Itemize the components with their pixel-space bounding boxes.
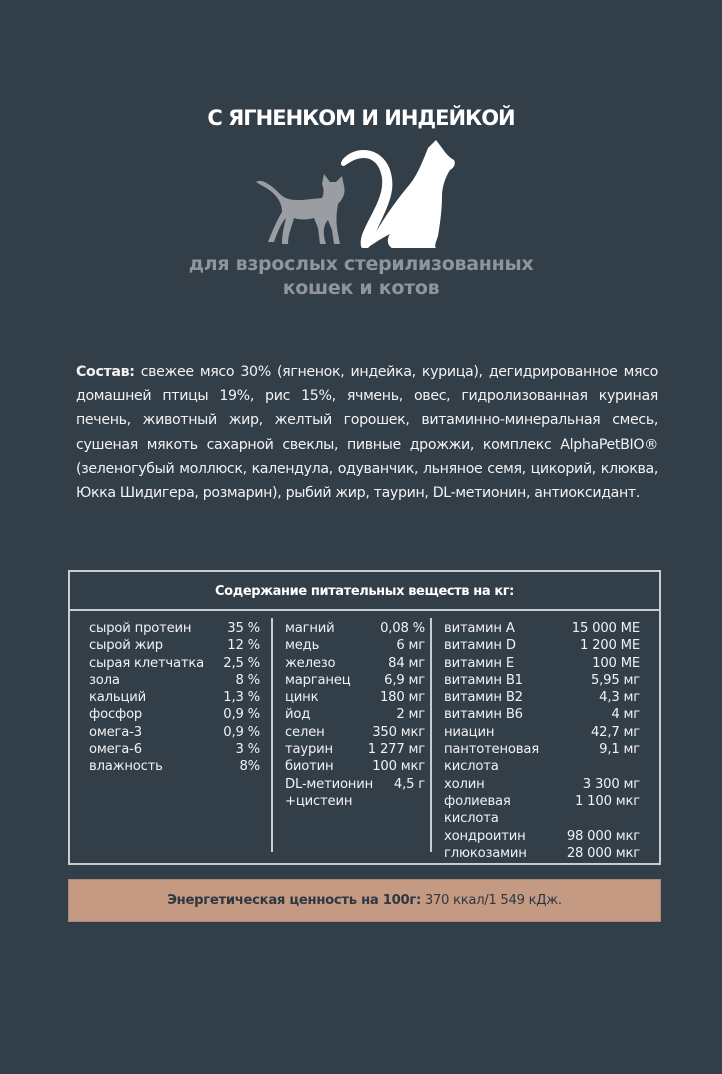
nutrient-value: 4,5 г (393, 776, 425, 792)
nutrient-row (89, 672, 260, 689)
energy-value: 370 ккал/1 549 кДж. (420, 893, 562, 908)
nutrient-value: 8% (239, 759, 260, 775)
nutrient-row (89, 758, 260, 775)
nutrient-name: ниацин (444, 724, 495, 740)
nutrient-name: витамин D (444, 638, 516, 654)
composition-ingredients: свежее мясо 30% (ягненок, индейка, курица), дегидрированное мясо домашней птицы 19%, рис 15%, ячмень, овес, гидролизованная куриная печень, животный жир, желтый горошек, витаминно-минеральная смесь, сушеная мякоть сахарной свеклы, пивные дрожжи, комплекс AlphaPetBIO® (зеленогубый моллюск, календула, одуванчик, льняное семя, цикорий, клюква, Юкка Шидигера, розмарин), рыбий жир, таурин, DL-метионин, антиоксидант. (76, 364, 658, 502)
nutrient-row (444, 793, 640, 810)
nutrient-row (89, 655, 260, 672)
nutrient-value: 15 000 МЕ (571, 621, 640, 636)
nutrient-row (444, 810, 640, 827)
nutrient-value: 350 мкг (372, 724, 425, 740)
nutrient-row (444, 620, 640, 637)
nutrient-row (444, 724, 640, 741)
nutrient-value: 3 % (235, 742, 260, 758)
nutrient-name: кальций (89, 690, 146, 706)
nutrient-name: фосфор (89, 707, 143, 723)
nutrient-row (89, 637, 260, 654)
nutrient-value: 0,9 % (223, 707, 260, 723)
nutrient-row (444, 706, 640, 723)
nutrient-value: 100 мкг (372, 759, 425, 775)
nutrient-name: омега-3 (89, 724, 142, 740)
nutrient-row (285, 758, 425, 775)
nutrient-name: железо (285, 655, 336, 671)
product-subtitle (0, 252, 722, 300)
column-divider (271, 618, 273, 852)
nutrient-name: пантотеновая (444, 742, 539, 758)
nutrient-name: омега-6 (89, 742, 142, 758)
nutrient-name: DL-метионин (285, 776, 374, 792)
energy-value-bar (68, 879, 661, 922)
nutrient-value: 98 000 мкг (566, 828, 640, 844)
nutrient-row (285, 724, 425, 741)
nutrients-column-2 (285, 620, 425, 810)
nutrient-name: кислота (444, 811, 499, 827)
nutrient-value: 6,9 мг (384, 672, 425, 688)
nutrient-name: селен (285, 724, 325, 740)
nutrient-value: 1,3 % (223, 690, 260, 706)
nutrient-name: влажность (89, 759, 163, 775)
nutrient-row (444, 776, 640, 793)
nutrient-row (444, 655, 640, 672)
nutrient-row (89, 689, 260, 706)
nutrient-name: зола (89, 672, 120, 688)
nutrient-row (285, 672, 425, 689)
nutrient-name: медь (285, 638, 320, 654)
nutrient-name: витамин A (444, 621, 515, 636)
nutrient-value: 180 мг (379, 690, 425, 706)
nutrient-row (89, 724, 260, 741)
nutrient-name: глюкозамин (444, 845, 527, 861)
nutrient-row (444, 828, 640, 845)
subtitle-line-1: для взрослых стерилизованных (188, 253, 534, 275)
nutrient-row (444, 758, 640, 775)
nutrient-row (285, 776, 425, 793)
nutrient-row (444, 845, 640, 862)
nutrient-value: 3 300 мг (582, 776, 640, 792)
nutrient-name: витамин B1 (444, 672, 523, 688)
nutrient-name: фолиевая (444, 793, 511, 809)
nutrient-row (444, 672, 640, 689)
nutrient-value: 2 мг (396, 707, 425, 723)
nutrient-value: 5,95 мг (590, 672, 640, 688)
nutrient-name: витамин B2 (444, 690, 523, 706)
nutrient-value: 6 мг (396, 638, 425, 654)
nutrient-value: 8 % (235, 672, 260, 688)
nutrient-name: сырая клетчатка (89, 655, 205, 671)
nutrient-row (285, 689, 425, 706)
product-title: С ЯГНЕНКОМ И ИНДЕЙКОЙ (207, 106, 515, 130)
nutrient-name: кислота (444, 759, 499, 775)
nutrient-name: сырой жир (89, 638, 163, 654)
nutrients-column-3 (444, 620, 640, 862)
nutrient-name: марганец (285, 672, 351, 688)
nutrients-table (68, 570, 661, 865)
nutrient-name: хондроитин (444, 828, 526, 844)
nutrient-value: 100 МЕ (592, 655, 640, 671)
nutrient-value: 84 мг (388, 655, 425, 671)
cats-illustration (252, 138, 472, 254)
nutrient-row (285, 793, 425, 810)
nutrient-value: 12 % (227, 638, 260, 654)
nutrient-row (89, 620, 260, 637)
composition-label: Состав: (76, 364, 135, 380)
nutrient-value: 28 000 мкг (566, 845, 640, 861)
nutrients-column-1 (89, 620, 260, 776)
nutrient-name: таурин (285, 742, 333, 758)
nutrient-value: 1 100 мкг (575, 793, 640, 809)
nutrient-value: 4,3 мг (599, 690, 640, 706)
nutrient-row (285, 706, 425, 723)
energy-label: Энергетическая ценность на 100г: (167, 893, 421, 908)
nutrient-row (285, 655, 425, 672)
nutrient-name: биотин (285, 759, 334, 775)
nutrient-value: 1 277 мг (367, 742, 425, 758)
nutrient-value: 1 200 МЕ (579, 638, 640, 654)
nutrient-name: цинк (285, 690, 319, 706)
adult-cat-silhouette-icon (341, 140, 455, 248)
nutrient-value: 42,7 мг (590, 724, 640, 740)
nutrient-row (444, 689, 640, 706)
nutrient-value: 35 % (227, 621, 260, 636)
nutrient-value: 0,9 % (223, 724, 260, 740)
nutrient-name: витамин E (444, 655, 514, 671)
nutrients-table-header: Содержание питательных веществ на кг: (70, 572, 659, 611)
nutrient-row (285, 741, 425, 758)
nutrient-name: магний (285, 621, 335, 636)
kitten-silhouette-icon (256, 174, 345, 244)
nutrient-row (89, 706, 260, 723)
nutrient-name: сырой протеин (89, 621, 192, 636)
nutrient-name: +цистеин (285, 793, 353, 809)
nutrient-row (444, 637, 640, 654)
nutrient-value: 0,08 % (380, 621, 425, 636)
nutrient-name: витамин B6 (444, 707, 523, 723)
nutrient-value: 2,5 % (223, 655, 260, 671)
composition-text (76, 360, 658, 505)
nutrient-row (89, 741, 260, 758)
nutrient-value: 9,1 мг (599, 742, 640, 758)
nutrient-row (285, 620, 425, 637)
subtitle-line-2: кошек и котов (282, 277, 440, 299)
column-divider (430, 618, 432, 852)
nutrient-row (444, 741, 640, 758)
nutrient-name: холин (444, 776, 485, 792)
nutrient-value: 4 мг (611, 707, 640, 723)
nutrient-name: йод (285, 707, 311, 723)
nutrient-row (285, 637, 425, 654)
